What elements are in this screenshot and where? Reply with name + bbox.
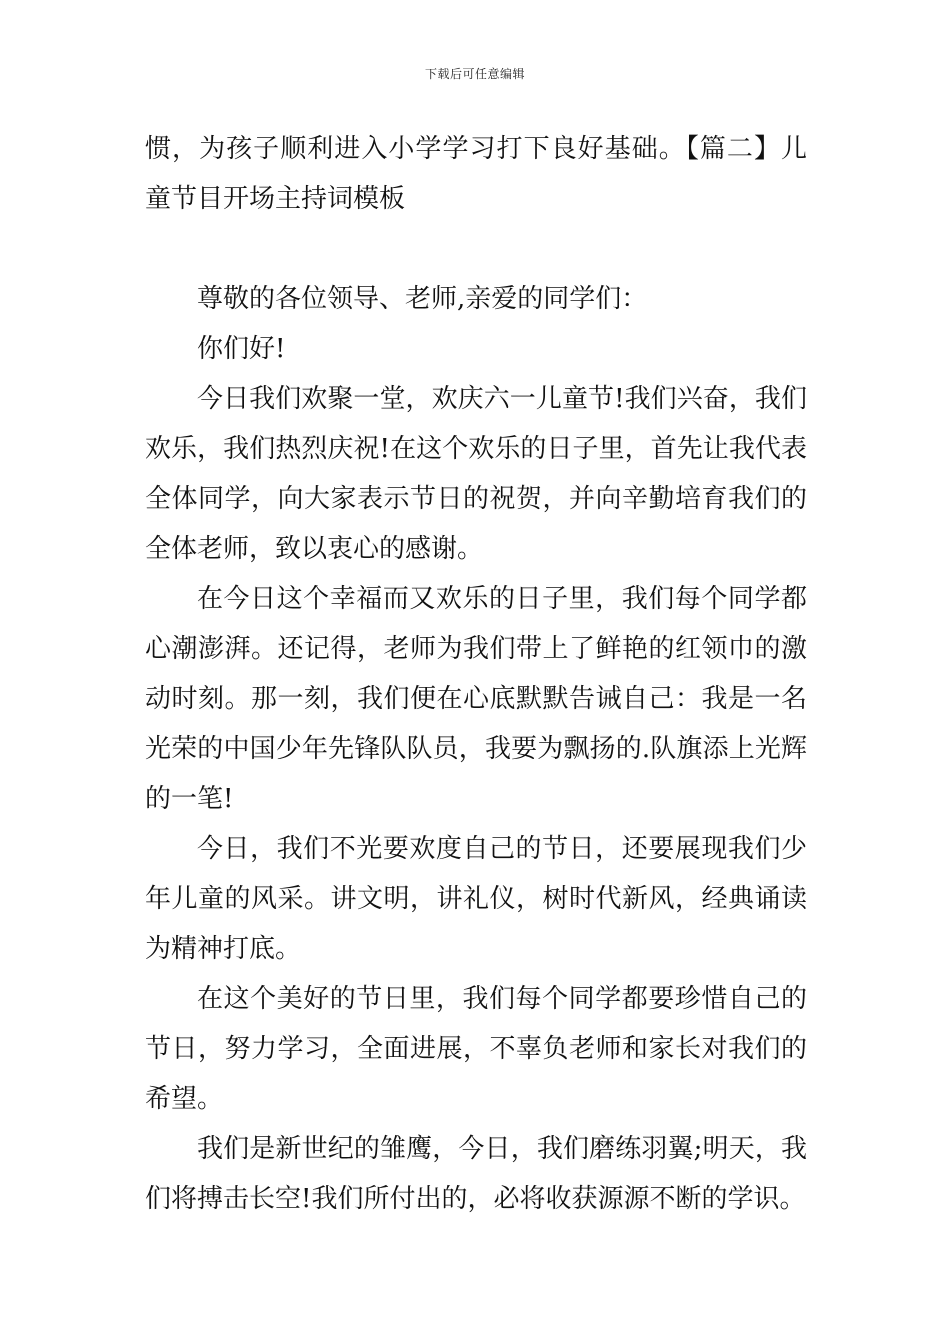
body-paragraph: 在这个美好的节日里，我们每个同学都要珍惜自己的节日，努力学习，全面进展，不辜负老师和家长对我们的希望。 <box>145 984 807 1114</box>
body-paragraph: 在今日这个幸福而又欢乐的日子里，我们每个同学都心潮澎湃。还记得，老师为我们带上了鲜艳的红领巾的激动时刻。那一刻，我们便在心底默默告诫自己：我是一名光荣的中国少年先锋队队员，我要为飘扬的.队旗添上光辉的一笔! <box>145 584 807 814</box>
document-body <box>145 124 807 1224</box>
greeting-paragraph: 你们好! <box>197 334 286 364</box>
body-paragraph: 今日，我们不光要欢度自己的节日，还要展现我们少年儿童的风采。讲文明，讲礼仪，树时代新风，经典诵读为精神打底。 <box>145 834 807 964</box>
section-spacer <box>145 224 807 274</box>
body-paragraph: 我们是新世纪的雏鹰，今日，我们磨练羽翼;明天，我们将搏击长空!我们所付出的，必将收获源源不断的学识。 <box>145 1134 807 1214</box>
body-paragraph: 今日我们欢聚一堂，欢庆六一儿童节!我们兴奋，我们欢乐，我们热烈庆祝!在这个欢乐的日子里，首先让我代表全体同学，向大家表示节日的祝贺，并向辛勤培育我们的全体老师，致以衷心的感谢。 <box>145 384 807 564</box>
page-header: 下载后可任意编辑 <box>424 67 525 81</box>
salutation-paragraph: 尊敬的各位领导、老师,亲爱的同学们： <box>197 284 648 314</box>
opening-paragraph: 惯，为孩子顺利进入小学学习打下良好基础。【篇二】儿童节目开场主持词模板 <box>145 134 807 214</box>
